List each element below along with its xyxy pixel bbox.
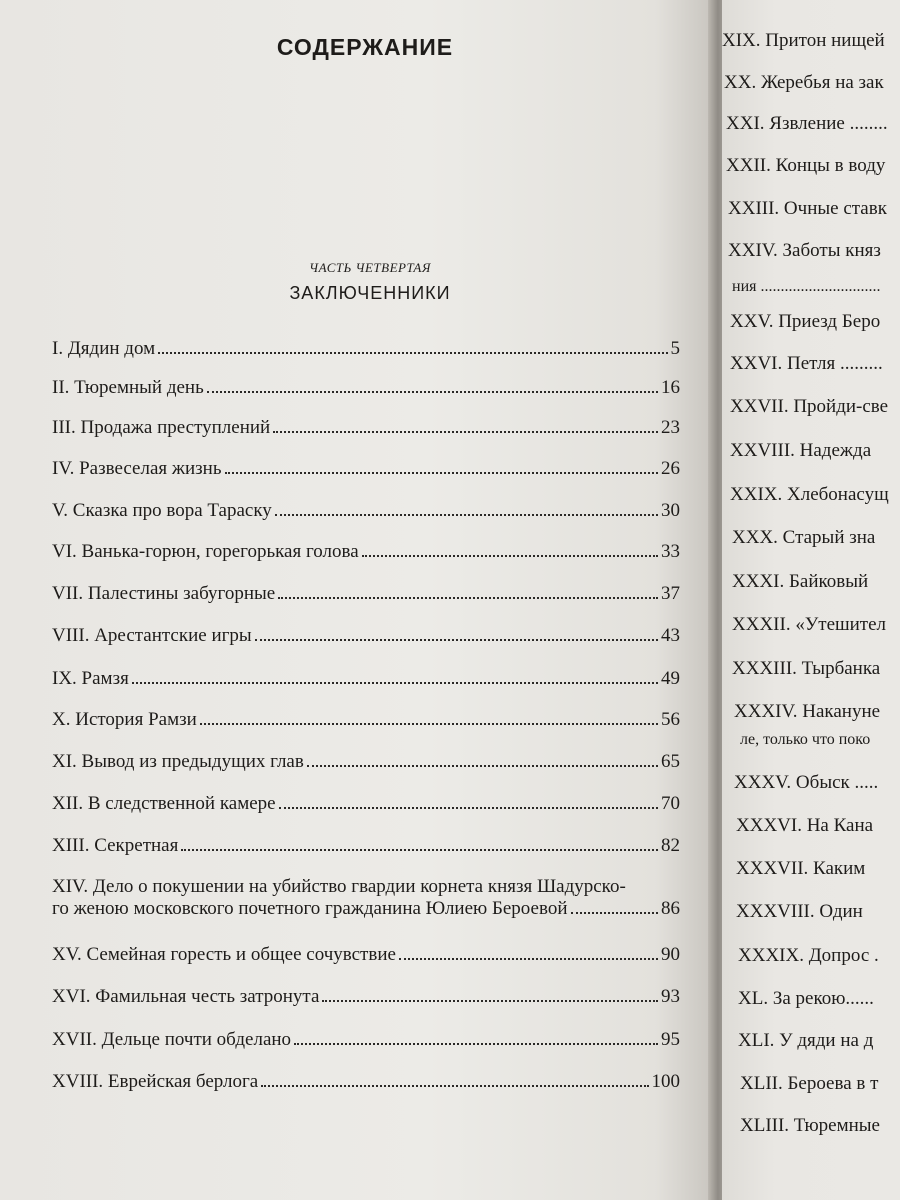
page-number: 30: [661, 500, 680, 521]
entry-line-1: XIV. Дело о покушении на убийство гвардии корнета князя Шадурско-: [52, 876, 626, 897]
toc-entry: V. Сказка про вора Тараску 30: [52, 500, 680, 521]
toc-entry: XXXVII. Каким: [736, 858, 866, 879]
page-number: 43: [661, 625, 680, 646]
toc-entry: XL. За рекою......: [738, 988, 874, 1009]
toc-entry: XXII. Концы в воду: [726, 155, 886, 176]
toc-entry: XII. В следственной камере 70: [52, 793, 680, 814]
toc-entry: XIX. Притон нищей: [722, 30, 885, 51]
page-number: 100: [651, 1071, 680, 1092]
page-number: 70: [661, 793, 680, 814]
page-number: 93: [661, 986, 680, 1007]
toc-entry: XXXVIII. Один: [736, 901, 863, 922]
toc-entry: XV. Семейная горесть и общее сочувствие 90: [52, 944, 680, 965]
toc-entry: XVI. Фамильная честь затронута 93: [52, 986, 680, 1007]
toc-entry: I. Дядин дом 5: [52, 338, 680, 359]
toc-entry: XIII. Секретная 82: [52, 835, 680, 856]
toc-entry: XXVI. Петля .........: [730, 353, 883, 374]
toc-entry: II. Тюремный день 16: [52, 377, 680, 398]
toc-entry: XXXVI. На Кана: [736, 815, 874, 836]
toc-entry: IV. Развеселая жизнь 26: [52, 458, 680, 479]
toc-entry: XXX. Старый зна: [732, 527, 876, 548]
toc-entry: XXVIII. Надежда: [730, 440, 872, 461]
toc-entry: XVII. Дельце почти обделано 95: [52, 1029, 680, 1050]
page-number: 49: [661, 668, 680, 689]
page-number: 95: [661, 1029, 680, 1050]
toc-entry: IX. Рамзя 49: [52, 668, 680, 689]
toc-entry: VII. Палестины забугорные 37: [52, 583, 680, 604]
page-number: 86: [661, 898, 680, 919]
page-number: 65: [661, 751, 680, 772]
toc-entry: XLI. У дяди на д: [738, 1030, 874, 1051]
toc-entry: ния ..............................: [732, 278, 881, 295]
toc-entry: XI. Вывод из предыдущих глав 65: [52, 751, 680, 772]
toc-entry: XXXI. Байковый: [732, 571, 869, 592]
toc-entry: XLII. Бероева в т: [740, 1073, 879, 1094]
toc-entry: XVIII. Еврейская берлога 100: [52, 1071, 680, 1092]
page-number: 37: [661, 583, 680, 604]
toc-entry: ле, только что поко: [740, 731, 871, 748]
toc-entry: XXIX. Хлебонасущ: [730, 484, 889, 505]
toc-entry: XXVII. Пройди-све: [730, 396, 889, 417]
page-number: 16: [661, 377, 680, 398]
page-number: 82: [661, 835, 680, 856]
toc-entry: XXXIII. Тырбанка: [732, 658, 881, 679]
page-number: 90: [661, 944, 680, 965]
page-number: 5: [670, 338, 680, 359]
page-number: 23: [661, 417, 680, 438]
toc-entry: XXIV. Заботы княз: [728, 240, 881, 261]
toc-entry: XXXIX. Допрос .: [738, 945, 879, 966]
toc-entry: [52, 876, 680, 928]
toc-entry: X. История Рамзи 56: [52, 709, 680, 730]
page-number: 33: [661, 541, 680, 562]
page-number: 56: [661, 709, 680, 730]
toc-entry: XXXV. Обыск .....: [734, 772, 879, 793]
entry-line-2: го женою московского почетного гражданина Юлиею Бероевой: [52, 898, 568, 919]
toc-entry: VIII. Арестантские игры 43: [52, 625, 680, 646]
toc-entry: XXI. Язвление ........: [726, 113, 888, 134]
right-page: [722, 0, 900, 1200]
toc-entry: VI. Ванька-горюн, горегорькая голова 33: [52, 541, 680, 562]
toc-entry: XXXII. «Утешител: [732, 614, 887, 635]
section-title: ЗАКЛЮЧЕННИКИ: [289, 283, 451, 303]
toc-entry: III. Продажа преступлений 23: [52, 417, 680, 438]
toc-entry: XXIII. Очные ставк: [728, 198, 887, 219]
toc-entry: XLIII. Тюремные: [740, 1115, 880, 1136]
part-label: ЧАСТЬ ЧЕТВЕРТАЯ: [309, 260, 431, 275]
page-number: 26: [661, 458, 680, 479]
page-title: СОДЕРЖАНИЕ: [276, 34, 454, 60]
toc-entry: XX. Жеребья на зак: [724, 72, 884, 93]
toc-entry: XXV. Приезд Беро: [730, 311, 881, 332]
toc-entry: XXXIV. Накануне: [734, 701, 881, 722]
